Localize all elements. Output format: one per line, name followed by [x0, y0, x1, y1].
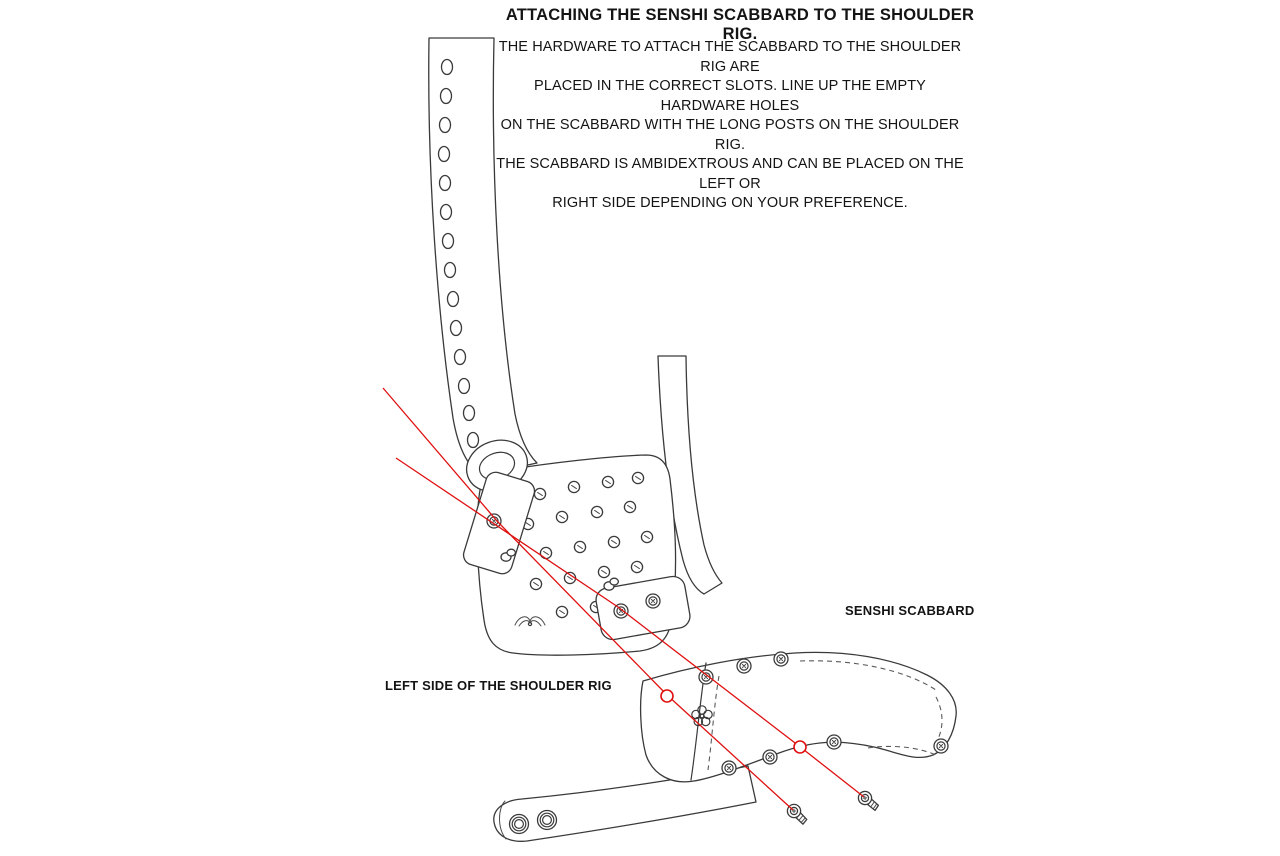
- grommet: [538, 811, 557, 830]
- label-senshi-scabbard: SENSHI SCABBARD: [845, 603, 975, 618]
- waist-strap: [494, 766, 756, 841]
- screw-icon: [646, 594, 660, 608]
- page-title: ATTACHING THE SENSHI SCABBARD TO THE SHOULDER RIG.: [505, 6, 975, 43]
- grommet: [510, 815, 529, 834]
- empty-hardware-hole: [794, 741, 806, 753]
- label-left-side-shoulder-rig: LEFT SIDE OF THE SHOULDER RIG: [385, 678, 612, 693]
- pad-mounting-clip: [594, 575, 692, 642]
- instruction-line: RIGHT SIDE DEPENDING ON YOUR PREFERENCE.: [552, 195, 908, 211]
- instructions-text: [495, 38, 965, 214]
- instruction-line: THE HARDWARE TO ATTACH THE SCABBARD TO THE SHOULDER RIG ARE: [498, 39, 962, 75]
- instruction-line: THE SCABBARD IS AMBIDEXTROUS AND CAN BE PLACED ON THE LEFT OR: [496, 156, 964, 192]
- senshi-scabbard-drawing: [641, 652, 957, 782]
- instruction-line: PLACED IN THE CORRECT SLOTS. LINE UP THE EMPTY HARDWARE HOLES: [534, 78, 926, 114]
- instruction-line: ON THE SCABBARD WITH THE LONG POSTS ON THE SHOULDER RIG.: [500, 117, 960, 153]
- empty-hardware-hole: [661, 690, 673, 702]
- loose-screw-2: [856, 789, 881, 813]
